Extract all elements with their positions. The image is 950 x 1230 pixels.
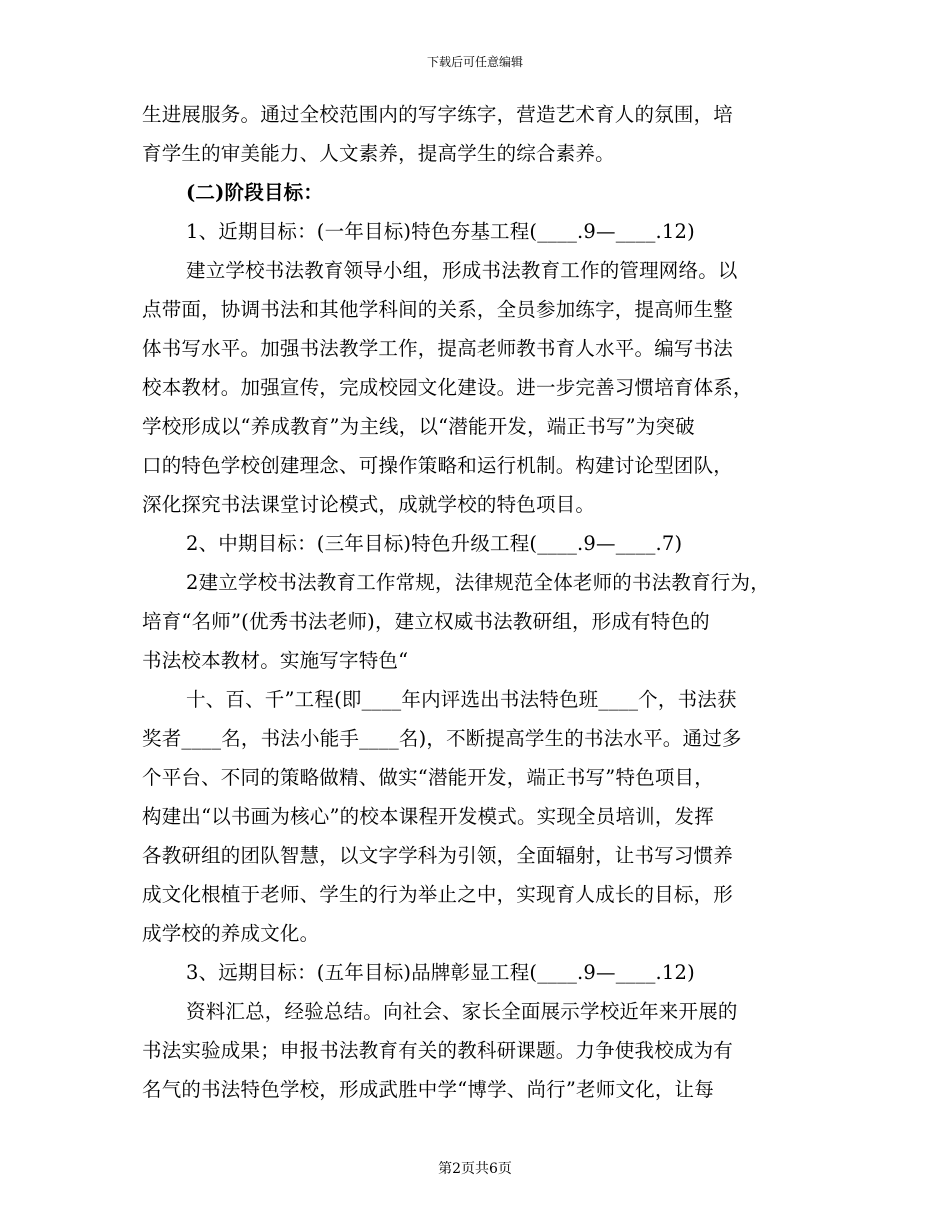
paragraph-line: 培育“名师”(优秀书法老师)，建立权威书法教研组，形成有特色的 [142, 610, 710, 633]
paragraph-line: 奖者____名，书法小能手____名)，不断提高学生的书法水平。通过多 [142, 727, 742, 750]
paragraph-line: 育学生的审美能力、人文素养，提高学生的综合素养。 [142, 142, 615, 165]
paragraph-line: 2、中期目标：(三年目标)特色升级工程(____.9—____.7) [186, 532, 683, 555]
document-body [142, 95, 812, 1109]
paragraph-line: 书法实验成果；申报书法教育有关的教科研课题。力争使我校成为有 [142, 1039, 734, 1062]
paragraph-line: 学校形成以“养成教育”为主线，以“潜能开发，端正书写”为突破 [142, 415, 695, 438]
paragraph-line: 口的特色学校创建理念、可操作策略和运行机制。构建讨论型团队， [142, 454, 734, 477]
paragraph-line: 书法校本教材。实施写字特色“ [142, 649, 409, 672]
paragraph-line: 名气的书法特色学校，形成武胜中学“博学、尚行”老师文化，让每 [142, 1078, 714, 1101]
paragraph-line: 资料汇总，经验总结。向社会、家长全面展示学校近年来开展的 [186, 1000, 738, 1023]
paragraph-line: 体书写水平。加强书法教学工作，提高老师教书育人水平。编写书法 [142, 337, 734, 360]
paragraph-line: (二)阶段目标： [186, 181, 324, 204]
paragraph-line: 生进展服务。通过全校范围内的写字练字，营造艺术育人的氛围，培 [142, 103, 734, 126]
paragraph-line: 十、百、千”工程(即____年内评选出书法特色班____个，书法获 [186, 688, 737, 711]
paragraph-line: 个平台、不同的策略做精、做实“潜能开发，端正书写”特色项目， [142, 766, 714, 789]
paragraph-line: 1、近期目标：(一年目标)特色夯基工程(____.9—____.12) [186, 220, 695, 243]
paragraph-line: 成学校的养成文化。 [142, 922, 320, 945]
page-footer: 第2页共6页 [438, 1161, 512, 1177]
paragraph-line: 各教研组的团队智慧，以文字学科为引领，全面辐射，让书写习惯养 [142, 844, 734, 867]
paragraph-line: 成文化根植于老师、学生的行为举止之中，实现育人成长的目标，形 [142, 883, 734, 906]
paragraph-line: 建立学校书法教育领导小组，形成书法教育工作的管理网络。以 [186, 259, 738, 282]
paragraph-line: 构建出“以书画为核心”的校本课程开发模式。实现全员培训，发挥 [142, 805, 714, 828]
paragraph-line: 3、远期目标：(五年目标)品牌彰显工程(____.9—____.12) [186, 961, 695, 984]
paragraph-line: 深化探究书法课堂讨论模式，成就学校的特色项目。 [142, 493, 596, 516]
paragraph-line: 2建立学校书法教育工作常规，法律规范全体老师的书法教育行为， [186, 571, 770, 594]
paragraph-line: 校本教材。加强宣传，完成校园文化建设。进一步完善习惯培育体系， [142, 376, 753, 399]
paragraph-line: 点带面，协调书法和其他学科间的关系，全员参加练字，提高师生整 [142, 298, 734, 321]
page-header: 下载后可任意编辑 [426, 55, 523, 69]
